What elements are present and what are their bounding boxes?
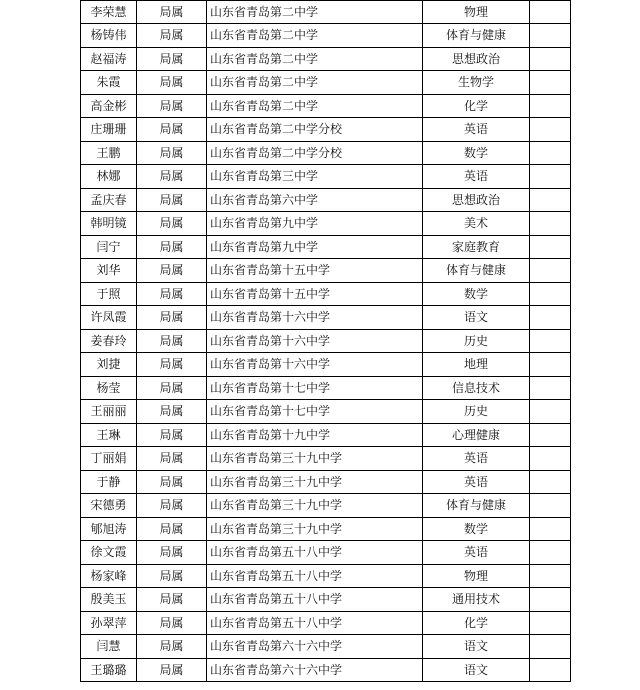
school-cell: 山东省青岛第二中学 xyxy=(207,1,423,24)
blank-cell xyxy=(530,118,571,142)
table-row xyxy=(81,24,571,48)
subject-cell: 数学 xyxy=(423,517,530,541)
unit-cell: 局属 xyxy=(137,165,207,189)
school-cell: 山东省青岛第二中学 xyxy=(207,71,423,95)
blank-cell xyxy=(530,188,571,212)
table-row xyxy=(81,71,571,95)
teacher-name-cell: 丁丽娟 xyxy=(81,447,137,471)
subject-cell: 英语 xyxy=(423,447,530,471)
teacher-name-cell: 许凤霞 xyxy=(81,306,137,330)
blank-cell xyxy=(530,94,571,118)
unit-cell: 局属 xyxy=(137,635,207,659)
school-cell: 山东省青岛第六中学 xyxy=(207,188,423,212)
unit-cell: 局属 xyxy=(137,1,207,24)
table-row xyxy=(81,141,571,165)
table-row xyxy=(81,188,571,212)
school-cell: 山东省青岛第九中学 xyxy=(207,235,423,259)
unit-cell: 局属 xyxy=(137,212,207,236)
unit-cell: 局属 xyxy=(137,141,207,165)
teacher-list-table xyxy=(80,0,571,682)
blank-cell xyxy=(530,259,571,283)
subject-cell: 体育与健康 xyxy=(423,494,530,518)
unit-cell: 局属 xyxy=(137,259,207,283)
unit-cell: 局属 xyxy=(137,24,207,48)
unit-cell: 局属 xyxy=(137,376,207,400)
table-row xyxy=(81,235,571,259)
blank-cell xyxy=(530,517,571,541)
teacher-name-cell: 姜春玲 xyxy=(81,329,137,353)
teacher-name-cell: 刘华 xyxy=(81,259,137,283)
teacher-name-cell: 高金彬 xyxy=(81,94,137,118)
subject-cell: 数学 xyxy=(423,282,530,306)
table-row xyxy=(81,517,571,541)
unit-cell: 局属 xyxy=(137,94,207,118)
subject-cell: 语文 xyxy=(423,306,530,330)
teacher-name-cell: 杨家峰 xyxy=(81,564,137,588)
blank-cell xyxy=(530,611,571,635)
subject-cell: 英语 xyxy=(423,165,530,189)
table-row xyxy=(81,47,571,71)
school-cell: 山东省青岛第十六中学 xyxy=(207,353,423,377)
table-row xyxy=(81,470,571,494)
subject-cell: 物理 xyxy=(423,1,530,24)
blank-cell xyxy=(530,212,571,236)
teacher-name-cell: 孙翠萍 xyxy=(81,611,137,635)
blank-cell xyxy=(530,423,571,447)
subject-cell: 体育与健康 xyxy=(423,24,530,48)
subject-cell: 家庭教育 xyxy=(423,235,530,259)
table-row xyxy=(81,564,571,588)
blank-cell xyxy=(530,541,571,565)
blank-cell xyxy=(530,658,571,682)
blank-cell xyxy=(530,564,571,588)
teacher-name-cell: 王琳 xyxy=(81,423,137,447)
teacher-name-cell: 王鹏 xyxy=(81,141,137,165)
unit-cell: 局属 xyxy=(137,306,207,330)
school-cell: 山东省青岛第五十八中学 xyxy=(207,564,423,588)
table-row xyxy=(81,165,571,189)
subject-cell: 心理健康 xyxy=(423,423,530,447)
subject-cell: 体育与健康 xyxy=(423,259,530,283)
unit-cell: 局属 xyxy=(137,494,207,518)
blank-cell xyxy=(530,447,571,471)
table-row xyxy=(81,494,571,518)
teacher-name-cell: 林娜 xyxy=(81,165,137,189)
table-row xyxy=(81,212,571,236)
blank-cell xyxy=(530,635,571,659)
subject-cell: 化学 xyxy=(423,94,530,118)
blank-cell xyxy=(530,470,571,494)
subject-cell: 历史 xyxy=(423,400,530,424)
school-cell: 山东省青岛第二中学分校 xyxy=(207,118,423,142)
table-row xyxy=(81,635,571,659)
unit-cell: 局属 xyxy=(137,71,207,95)
teacher-name-cell: 赵福涛 xyxy=(81,47,137,71)
school-cell: 山东省青岛第九中学 xyxy=(207,212,423,236)
unit-cell: 局属 xyxy=(137,564,207,588)
school-cell: 山东省青岛第十七中学 xyxy=(207,376,423,400)
school-cell: 山东省青岛第二中学 xyxy=(207,94,423,118)
unit-cell: 局属 xyxy=(137,611,207,635)
teacher-name-cell: 徐文霞 xyxy=(81,541,137,565)
school-cell: 山东省青岛第十六中学 xyxy=(207,329,423,353)
school-cell: 山东省青岛第二中学分校 xyxy=(207,141,423,165)
subject-cell: 数学 xyxy=(423,141,530,165)
blank-cell xyxy=(530,165,571,189)
table-row xyxy=(81,541,571,565)
subject-cell: 英语 xyxy=(423,470,530,494)
table-row xyxy=(81,423,571,447)
teacher-name-cell: 朱霞 xyxy=(81,71,137,95)
teacher-name-cell: 闫慧 xyxy=(81,635,137,659)
teacher-name-cell: 于静 xyxy=(81,470,137,494)
unit-cell: 局属 xyxy=(137,329,207,353)
blank-cell xyxy=(530,306,571,330)
subject-cell: 语文 xyxy=(423,658,530,682)
teacher-name-cell: 李荣慧 xyxy=(81,1,137,24)
unit-cell: 局属 xyxy=(137,47,207,71)
table-row xyxy=(81,1,571,24)
teacher-name-cell: 宋德勇 xyxy=(81,494,137,518)
subject-cell: 信息技术 xyxy=(423,376,530,400)
school-cell: 山东省青岛第三十九中学 xyxy=(207,447,423,471)
unit-cell: 局属 xyxy=(137,470,207,494)
table-row xyxy=(81,94,571,118)
blank-cell xyxy=(530,353,571,377)
blank-cell xyxy=(530,235,571,259)
subject-cell: 地理 xyxy=(423,353,530,377)
blank-cell xyxy=(530,24,571,48)
school-cell: 山东省青岛第十六中学 xyxy=(207,306,423,330)
unit-cell: 局属 xyxy=(137,118,207,142)
unit-cell: 局属 xyxy=(137,282,207,306)
teacher-name-cell: 刘捷 xyxy=(81,353,137,377)
school-cell: 山东省青岛第十五中学 xyxy=(207,282,423,306)
subject-cell: 通用技术 xyxy=(423,588,530,612)
school-cell: 山东省青岛第十五中学 xyxy=(207,259,423,283)
teacher-name-cell: 郇旭涛 xyxy=(81,517,137,541)
school-cell: 山东省青岛第六十六中学 xyxy=(207,635,423,659)
school-cell: 山东省青岛第五十八中学 xyxy=(207,588,423,612)
blank-cell xyxy=(530,141,571,165)
blank-cell xyxy=(530,1,571,24)
teacher-name-cell: 杨铸伟 xyxy=(81,24,137,48)
table-row xyxy=(81,588,571,612)
teacher-name-cell: 孟庆春 xyxy=(81,188,137,212)
school-cell: 山东省青岛第三中学 xyxy=(207,165,423,189)
school-cell: 山东省青岛第二中学 xyxy=(207,24,423,48)
subject-cell: 英语 xyxy=(423,541,530,565)
table-row xyxy=(81,329,571,353)
school-cell: 山东省青岛第五十八中学 xyxy=(207,541,423,565)
teacher-name-cell: 庄珊珊 xyxy=(81,118,137,142)
teacher-name-cell: 王丽丽 xyxy=(81,400,137,424)
school-cell: 山东省青岛第二中学 xyxy=(207,47,423,71)
teacher-name-cell: 韩明镜 xyxy=(81,212,137,236)
unit-cell: 局属 xyxy=(137,423,207,447)
school-cell: 山东省青岛第三十九中学 xyxy=(207,494,423,518)
teacher-name-cell: 王璐璐 xyxy=(81,658,137,682)
unit-cell: 局属 xyxy=(137,235,207,259)
table-row xyxy=(81,282,571,306)
blank-cell xyxy=(530,588,571,612)
school-cell: 山东省青岛第三十九中学 xyxy=(207,470,423,494)
unit-cell: 局属 xyxy=(137,658,207,682)
table-row xyxy=(81,376,571,400)
unit-cell: 局属 xyxy=(137,400,207,424)
subject-cell: 思想政治 xyxy=(423,47,530,71)
unit-cell: 局属 xyxy=(137,588,207,612)
school-cell: 山东省青岛第十七中学 xyxy=(207,400,423,424)
subject-cell: 美术 xyxy=(423,212,530,236)
blank-cell xyxy=(530,494,571,518)
teacher-name-cell: 杨莹 xyxy=(81,376,137,400)
table-row xyxy=(81,611,571,635)
school-cell: 山东省青岛第十九中学 xyxy=(207,423,423,447)
subject-cell: 思想政治 xyxy=(423,188,530,212)
table-row xyxy=(81,353,571,377)
blank-cell xyxy=(530,376,571,400)
table-row xyxy=(81,447,571,471)
table-row xyxy=(81,259,571,283)
unit-cell: 局属 xyxy=(137,517,207,541)
unit-cell: 局属 xyxy=(137,188,207,212)
table-row xyxy=(81,658,571,682)
blank-cell xyxy=(530,71,571,95)
table-row xyxy=(81,306,571,330)
subject-cell: 生物学 xyxy=(423,71,530,95)
table-row xyxy=(81,118,571,142)
table-row xyxy=(81,400,571,424)
unit-cell: 局属 xyxy=(137,541,207,565)
school-cell: 山东省青岛第三十九中学 xyxy=(207,517,423,541)
unit-cell: 局属 xyxy=(137,353,207,377)
subject-cell: 语文 xyxy=(423,635,530,659)
teacher-name-cell: 于照 xyxy=(81,282,137,306)
school-cell: 山东省青岛第六十六中学 xyxy=(207,658,423,682)
blank-cell xyxy=(530,47,571,71)
school-cell: 山东省青岛第五十八中学 xyxy=(207,611,423,635)
subject-cell: 化学 xyxy=(423,611,530,635)
subject-cell: 历史 xyxy=(423,329,530,353)
blank-cell xyxy=(530,329,571,353)
blank-cell xyxy=(530,282,571,306)
unit-cell: 局属 xyxy=(137,447,207,471)
teacher-name-cell: 闫宁 xyxy=(81,235,137,259)
teacher-name-cell: 殷美玉 xyxy=(81,588,137,612)
blank-cell xyxy=(530,400,571,424)
table-body xyxy=(81,1,571,682)
subject-cell: 物理 xyxy=(423,564,530,588)
subject-cell: 英语 xyxy=(423,118,530,142)
